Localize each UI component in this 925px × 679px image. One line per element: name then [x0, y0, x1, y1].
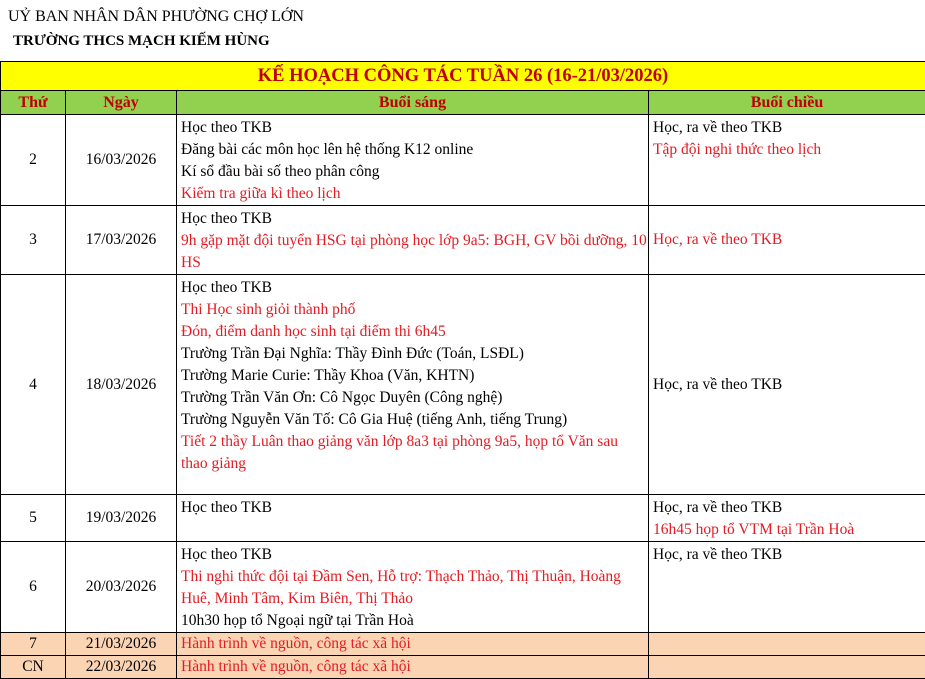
cell-ngay: 20/03/2026: [66, 542, 177, 633]
cell-afternoon: [649, 206, 925, 275]
cell-thu: 7: [1, 633, 66, 656]
cell-line: Học, ra về theo TKB: [653, 497, 925, 519]
cell-line: Tiết 2 thầy Luân thao giảng văn lớp 8a3 tại phòng 9a5, họp tổ Văn sau thao giảng: [181, 431, 648, 475]
cell-line: 9h gặp mặt đội tuyển HSG tại phòng học lớp 9a5: BGH, GV bồi dưỡng, 10 HS: [181, 230, 648, 274]
cell-ngay: 17/03/2026: [66, 206, 177, 275]
header-row: [1, 91, 925, 115]
table-row: [1, 275, 925, 495]
cell-line: Tập đội nghi thức theo lịch: [653, 139, 925, 161]
cell-morning: [177, 275, 649, 495]
cell-ngay: 21/03/2026: [66, 633, 177, 656]
schedule-table: [0, 61, 925, 679]
cell-line: Thi Học sinh giỏi thành phố: [181, 299, 648, 321]
cell-line: Kiểm tra giữa kì theo lịch: [181, 183, 648, 205]
table-row: [1, 633, 925, 656]
cell-line: Học, ra về theo TKB: [653, 117, 925, 139]
table-row: [1, 206, 925, 275]
cell-thu: 6: [1, 542, 66, 633]
cell-line: 16h45 họp tổ VTM tại Trần Hoà: [653, 519, 925, 541]
cell-thu: 4: [1, 275, 66, 495]
table-row: [1, 115, 925, 206]
cell-line: Đăng bài các môn học lên hệ thống K12 online: [181, 139, 648, 161]
cell-line: Đón, điểm danh học sinh tại điểm thi 6h45: [181, 321, 648, 343]
table-row: [1, 495, 925, 542]
cell-morning: [177, 656, 649, 679]
org-name: UỶ BAN NHÂN DÂN PHƯỜNG CHỢ LỚN: [8, 8, 304, 26]
cell-line: 10h30 họp tổ Ngoại ngữ tại Trần Hoà: [181, 610, 648, 632]
cell-morning: [177, 115, 649, 206]
col-header-ngay: Ngày: [66, 91, 177, 115]
cell-afternoon: [649, 495, 925, 542]
cell-line: Học, ra về theo TKB: [653, 544, 925, 566]
cell-afternoon: [649, 633, 925, 656]
cell-line: Hành trình về nguồn, công tác xã hội: [181, 656, 648, 678]
cell-line: Trường Marie Curie: Thầy Khoa (Văn, KHTN): [181, 365, 648, 387]
cell-ngay: 19/03/2026: [66, 495, 177, 542]
cell-line: Trường Nguyễn Văn Tố: Cô Gia Huệ (tiếng Anh, tiếng Trung): [181, 409, 648, 431]
cell-morning: [177, 206, 649, 275]
cell-morning: [177, 633, 649, 656]
cell-line: Học theo TKB: [181, 208, 648, 230]
cell-line: Học theo TKB: [181, 277, 648, 299]
cell-line: Học theo TKB: [181, 117, 648, 139]
col-header-thu: Thứ: [1, 91, 66, 115]
cell-line: Hành trình về nguồn, công tác xã hội: [181, 633, 648, 655]
cell-line: Trường Trần Văn Ơn: Cô Ngọc Duyên (Công nghệ): [181, 387, 648, 409]
cell-line: Trường Trần Đại Nghĩa: Thầy Đình Đức (Toán, LSĐL): [181, 343, 648, 365]
cell-thu: 2: [1, 115, 66, 206]
cell-morning: [177, 542, 649, 633]
school-name: TRƯỜNG THCS MẠCH KIẾM HÙNG: [13, 33, 270, 50]
cell-line: Học theo TKB: [181, 497, 648, 519]
table-row: [1, 542, 925, 633]
cell-ngay: 16/03/2026: [66, 115, 177, 206]
table-row: [1, 656, 925, 679]
cell-afternoon: [649, 656, 925, 679]
cell-afternoon: [649, 275, 925, 495]
schedule-title: KẾ HOẠCH CÔNG TÁC TUẦN 26 (16-21/03/2026): [1, 62, 925, 91]
cell-line: Học, ra về theo TKB: [653, 374, 925, 396]
cell-thu: CN: [1, 656, 66, 679]
cell-afternoon: [649, 115, 925, 206]
cell-thu: 5: [1, 495, 66, 542]
cell-morning: [177, 495, 649, 542]
col-header-chieu: Buổi chiều: [649, 91, 925, 115]
col-header-sang: Buổi sáng: [177, 91, 649, 115]
cell-afternoon: [649, 542, 925, 633]
cell-line: Học theo TKB: [181, 544, 648, 566]
cell-line: Thi nghi thức đội tại Đầm Sen, Hỗ trợ: Thạch Thảo, Thị Thuận, Hoàng Huê, Minh Tâm, Kim Biên, Thị Thảo: [181, 566, 648, 610]
cell-line: Học, ra về theo TKB: [653, 229, 925, 251]
cell-thu: 3: [1, 206, 66, 275]
cell-ngay: 18/03/2026: [66, 275, 177, 495]
cell-ngay: 22/03/2026: [66, 656, 177, 679]
cell-line: Kí sổ đầu bài số theo phân công: [181, 161, 648, 183]
